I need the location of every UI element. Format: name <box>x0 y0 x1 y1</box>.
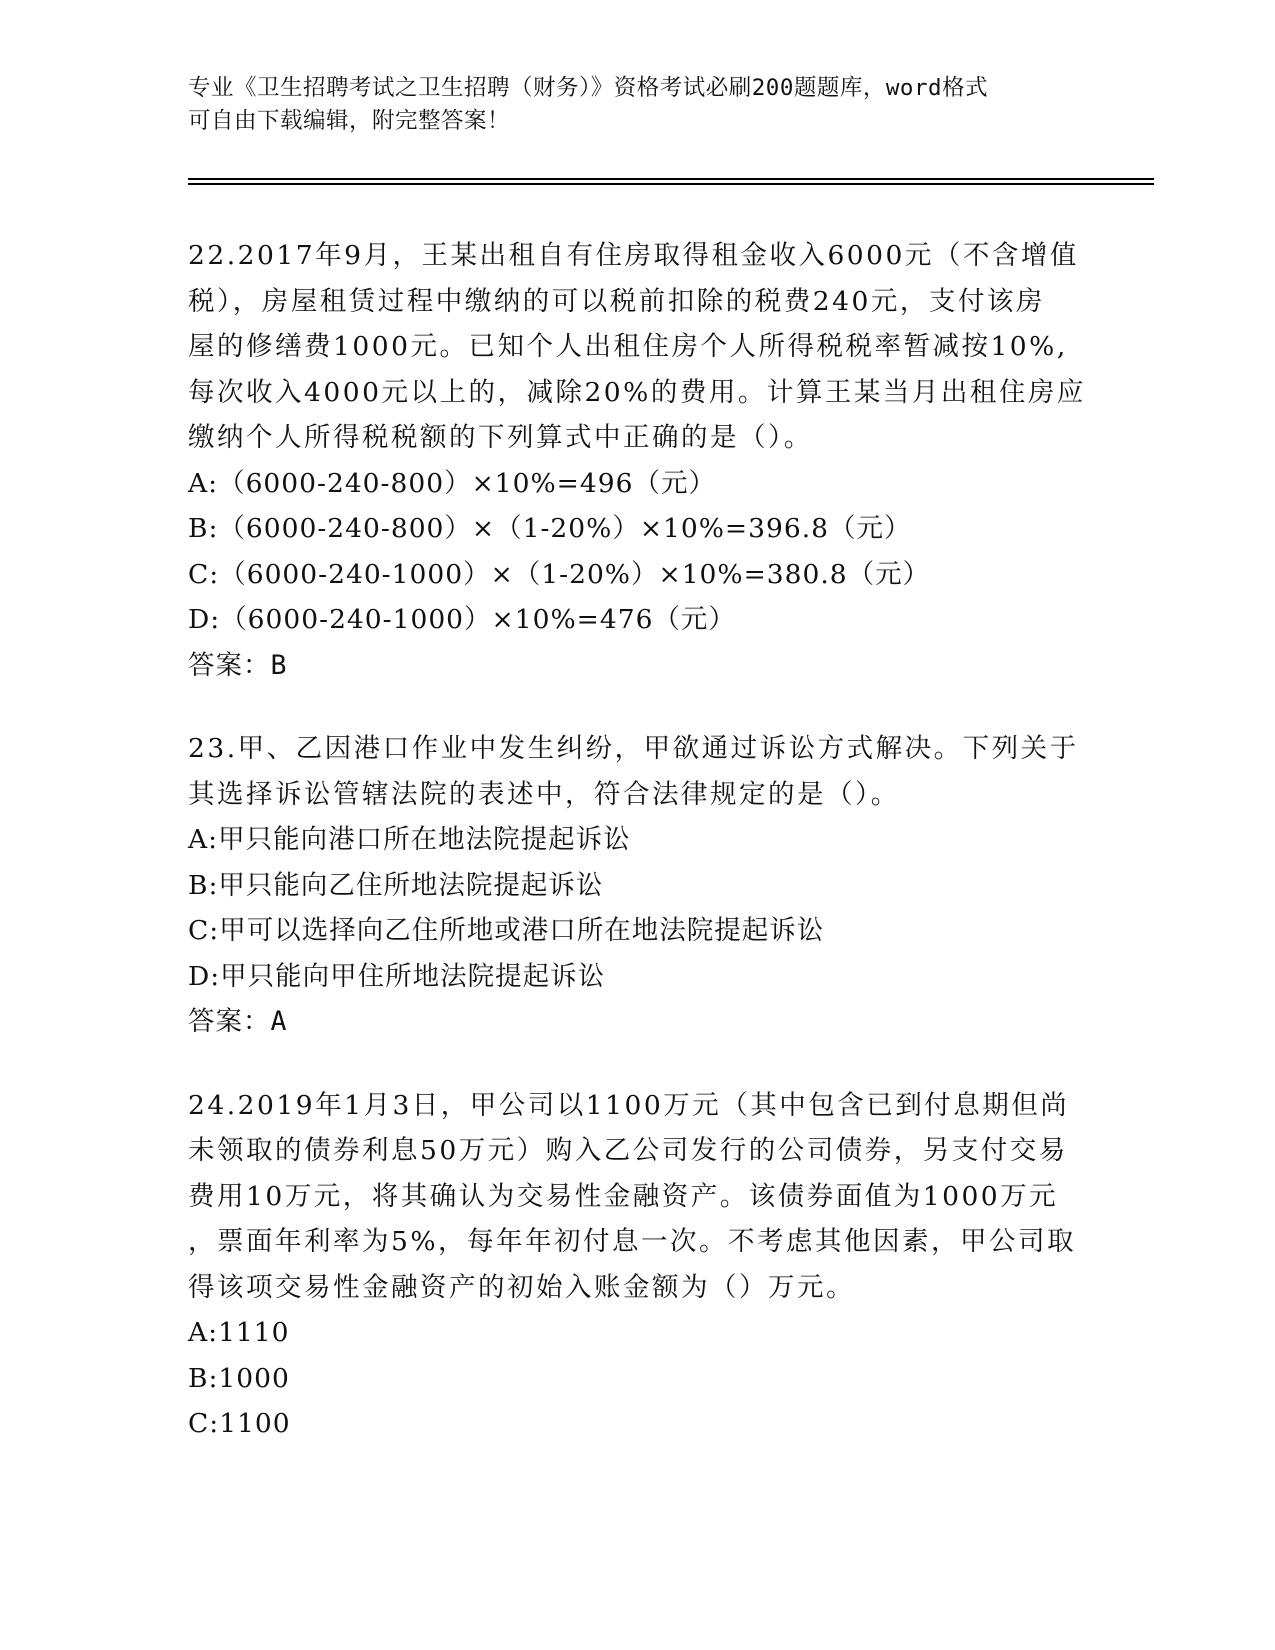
question-stem-line: 缴纳个人所得税税额的下列算式中正确的是（）。 <box>188 422 813 453</box>
option-a: A:（6000-240-800）×10%=496（元） <box>188 467 716 499</box>
option-c: C:（6000-240-1000）×（1-20%）×10%=380.8（元） <box>188 558 931 590</box>
question-stem-line: 费用10万元，将其确认为交易性金融资产。该债券面值为1000万元 <box>188 1180 1059 1212</box>
answer-line: 答案：B <box>188 649 288 681</box>
option-c: C:甲可以选择向乙住所地或港口所在地法院提起诉讼 <box>188 915 825 946</box>
question-stem-line: 屋的修缮费1000元。已知个人出租住房个人所得税税率暂减按10%, <box>188 331 1068 362</box>
header-divider <box>188 178 1154 180</box>
question-list <box>188 233 1088 1485</box>
question-stem-line: 未领取的债券利息50万元）购入乙公司发行的公司债券，另支付交易 <box>188 1135 1068 1166</box>
question-24 <box>188 1083 1088 1447</box>
option-a: A:甲只能向港口所在地法院提起诉讼 <box>188 824 631 855</box>
header-divider <box>188 183 1154 185</box>
option-b: B:甲只能向乙住所地法院提起诉讼 <box>188 869 604 901</box>
question-stem-line: 每次收入4000元以上的，减除20%的费用。计算王某当月出租住房应 <box>188 376 1086 408</box>
question-stem-line: 24.2019年1月3日，甲公司以1100万元（其中包含已到付息期但尚 <box>188 1089 1070 1121</box>
question-stem-line: 23.甲、乙因港口作业中发生纠纷，甲欲通过诉讼方式解决。下列关于 <box>188 733 1079 764</box>
question-23 <box>188 726 1088 1045</box>
option-b: B:1000 <box>188 1362 290 1394</box>
header-line: 专业《卫生招聘考试之卫生招聘（财务）》资格考试必刷200题题库，word格式 <box>188 75 989 101</box>
option-c: C:1100 <box>188 1408 291 1439</box>
option-d: D:甲只能向甲住所地法院提起诉讼 <box>188 960 606 992</box>
option-a: A:1110 <box>188 1317 290 1348</box>
document-header <box>188 72 1068 138</box>
answer-line: 答案：A <box>188 1006 288 1037</box>
option-b: B:（6000-240-800）×（1-20%）×10%=396.8（元） <box>188 513 912 544</box>
question-stem-line: 其选择诉讼管辖法院的表述中，符合法律规定的是（）。 <box>188 778 900 810</box>
header-line: 可自由下载编辑，附完整答案！ <box>188 108 511 134</box>
question-22 <box>188 233 1088 688</box>
question-stem-line: 得该项交易性金融资产的初始入账金额为（）万元。 <box>188 1271 855 1303</box>
question-stem-line: 税），房屋租赁过程中缴纳的可以税前扣除的税费240元，支付该房 <box>188 285 1045 317</box>
option-d: D:（6000-240-1000）×10%=476（元） <box>188 604 736 635</box>
question-stem-line: ，票面年利率为5%，每年年初付息一次。不考虑其他因素，甲公司取 <box>188 1226 1077 1257</box>
question-stem-line: 22.2017年9月，王某出租自有住房取得租金收入6000元（不含增值 <box>188 240 1079 271</box>
